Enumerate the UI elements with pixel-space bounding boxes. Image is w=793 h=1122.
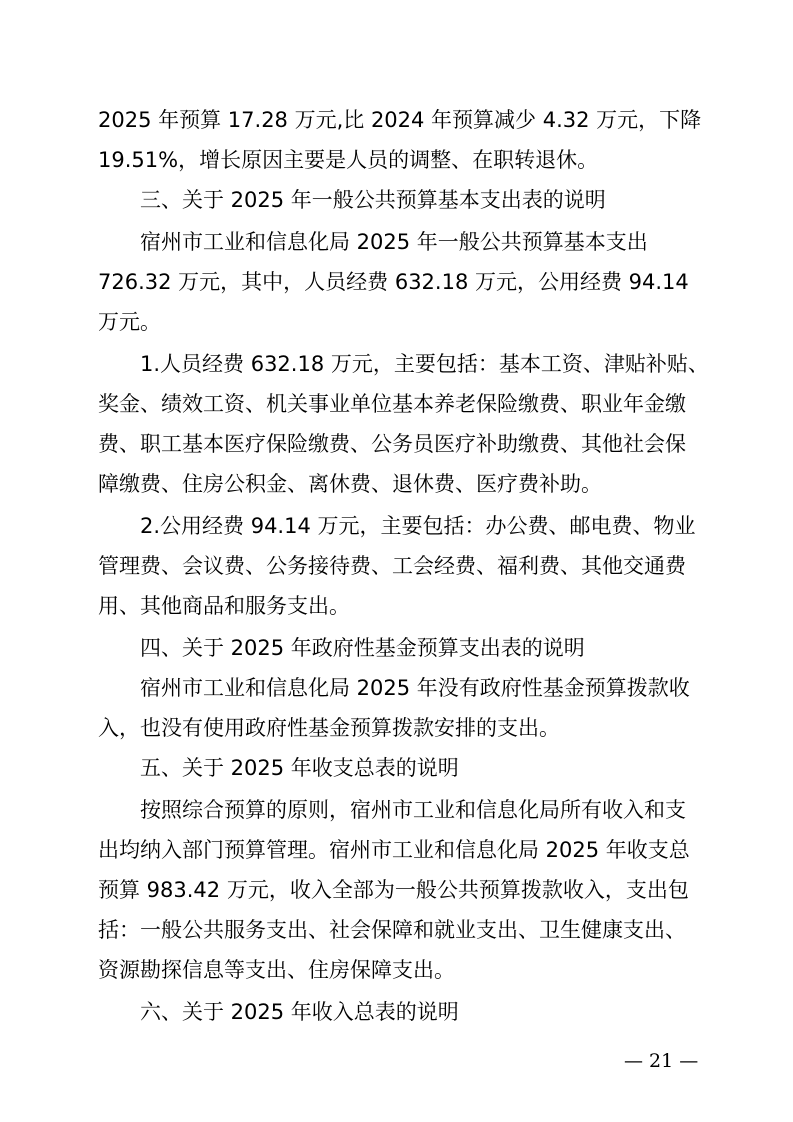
paragraph-line: 费、职工基本医疗保险缴费、公务员医疗补助缴费、其他社会保 <box>98 432 686 456</box>
paragraph-line: 管理费、会议费、公务接待费、工会经费、福利费、其他交通费 <box>98 554 686 578</box>
section-heading: 四、关于 2025 年政府性基金预算支出表的说明 <box>140 636 585 660</box>
section-heading: 五、关于 2025 年收支总表的说明 <box>140 756 459 780</box>
paragraph-line: 19.51%，增长原因主要是人员的调整、在职转退休。 <box>98 148 599 172</box>
paragraph-line: 按照综合预算的原则，宿州市工业和信息化局所有收入和支 <box>140 798 686 822</box>
paragraph-line: 宿州市工业和信息化局 2025 年没有政府性基金预算拨款收 <box>140 676 690 700</box>
paragraph-line: 万元。 <box>98 310 161 334</box>
section-heading: 三、关于 2025 年一般公共预算基本支出表的说明 <box>140 188 606 212</box>
paragraph-line: 2025 年预算 17.28 万元,比 2024 年预算减少 4.32 万元，下降 <box>98 108 702 132</box>
paragraph-line: 用、其他商品和服务支出。 <box>98 594 350 618</box>
paragraph-line: 入，也没有使用政府性基金预算拨款安排的支出。 <box>98 716 560 740</box>
paragraph-line: 资源勘探信息等支出、住房保障支出。 <box>98 958 455 982</box>
paragraph-line: 预算 983.42 万元，收入全部为一般公共预算拨款收入，支出包 <box>98 878 689 902</box>
page-number: — 21 — <box>624 1050 699 1072</box>
paragraph-line: 出均纳入部门预算管理。宿州市工业和信息化局 2025 年收支总 <box>98 838 690 862</box>
paragraph-line: 2.公用经费 94.14 万元，主要包括：办公费、邮电费、物业 <box>140 514 696 538</box>
paragraph-line: 奖金、绩效工资、机关事业单位基本养老保险缴费、职业年金缴 <box>98 392 686 416</box>
paragraph-line: 726.32 万元，其中，人员经费 632.18 万元，公用经费 94.14 <box>98 270 689 294</box>
paragraph-line: 宿州市工业和信息化局 2025 年一般公共预算基本支出 <box>140 230 648 254</box>
paragraph-line: 1.人员经费 632.18 万元，主要包括：基本工资、津贴补贴、 <box>140 352 709 376</box>
section-heading: 六、关于 2025 年收入总表的说明 <box>140 1000 459 1024</box>
paragraph-line: 障缴费、住房公积金、离休费、退休费、医疗费补助。 <box>98 472 602 496</box>
paragraph-line: 括：一般公共服务支出、社会保障和就业支出、卫生健康支出、 <box>98 918 686 942</box>
